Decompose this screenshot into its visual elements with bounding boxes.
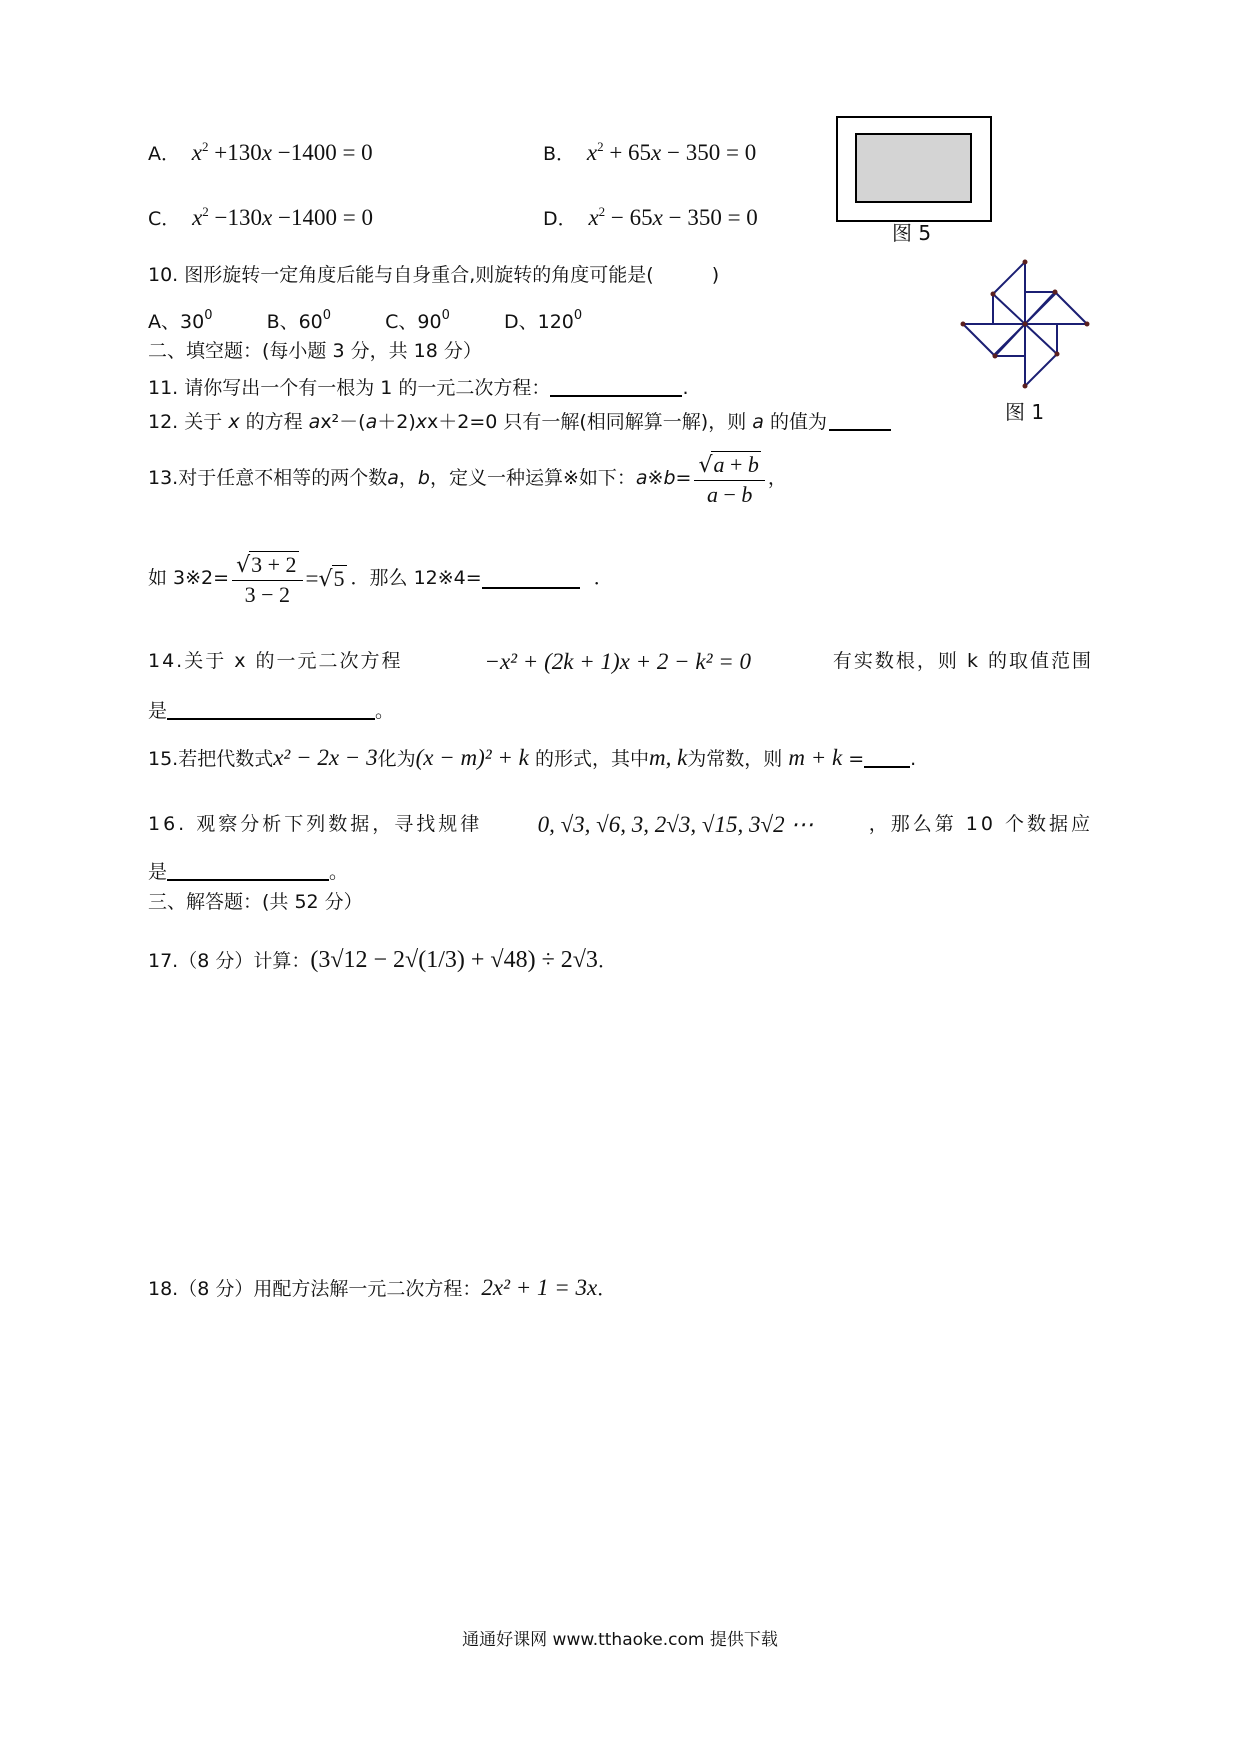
question-14-text-post: 有实数根，则 k 的取值范围 — [832, 650, 1093, 672]
question-14-text: 14.关于 x 的一元二次方程 — [148, 650, 403, 672]
option-a-label: A． — [148, 143, 180, 165]
option-d-equation: $x^2 - 65x - 350 = 0$ — [588, 204, 758, 230]
q10-option-a: A、$30^0$ — [148, 308, 213, 333]
answer-blank-15[interactable] — [864, 746, 910, 768]
question-16-sequence: 0, √3, √6, 3, 2√3, √15, 3√2 ⋯ — [537, 812, 814, 837]
section-2-heading: 二、填空题：(每小题 3 分，共 18 分） — [148, 340, 482, 362]
answer-blank-12[interactable] — [829, 409, 891, 431]
question-16-text: 16. 观察分析下列数据，寻找规律 — [148, 813, 483, 835]
figure-5-label: 图 5 — [892, 221, 932, 245]
question-15: 15.若把代数式x² − 2x − 3化为(x − m)² + k 的形式，其中m, k为常数，则 m + k = . — [148, 745, 917, 770]
question-13-example: 如 3※2= $\frac{√3 + 2}{3 - 2}$ = √5 ．那么 12※4= ． — [148, 551, 613, 607]
question-16-line-1 — [148, 813, 1093, 836]
option-c-equation: $x^2 -130x -1400 = 0$ — [192, 204, 373, 230]
example-fraction: $\frac{√3 + 2}{3 - 2}$ — [232, 551, 302, 606]
option-d — [543, 205, 758, 229]
question-10-text: 10. 图形旋转一定角度后能与自身重合,则旋转的角度可能是( — [148, 264, 654, 286]
question-17: 17.（8 分）计算：(3√12 − 2√(1/3) + √48) ÷ 2√3． — [148, 947, 617, 973]
q10-option-c: C、$90^0$ — [385, 308, 450, 333]
figure-1-pinwheel — [955, 254, 1095, 394]
option-b-label: B． — [543, 143, 576, 165]
question-13-text: 13.对于任意不相等的两个数 — [148, 466, 388, 489]
question-11-end: . — [682, 377, 689, 399]
option-c — [148, 205, 373, 229]
question-14-line-2: 是 。 — [148, 700, 395, 722]
question-16-line-2: 是 。 — [148, 861, 349, 883]
question-18: 18.（8 分）用配方法解一元二次方程：2x² + 1 = 3x． — [148, 1275, 617, 1300]
question-12: 12. 关于 x 的方程 ax²－(a＋2)xx＋2=0 只有一解(相同解算一解)，则 a 的值为 — [148, 409, 891, 432]
question-18-text: 18.（8 分）用配方法解一元二次方程： — [148, 1278, 482, 1300]
question-11 — [148, 375, 688, 398]
option-a-equation: $x^2 +130x -1400 = 0$ — [191, 139, 373, 165]
q10-option-b: B、$60^0$ — [266, 308, 332, 333]
q10-option-d: D、$120^0$ — [503, 308, 583, 333]
section-3-heading: 三、解答题：(共 52 分） — [148, 891, 363, 913]
option-b — [543, 140, 756, 164]
question-17-text: 17.（8 分）计算： — [148, 950, 311, 972]
figure-1-label: 图 1 — [1005, 400, 1045, 424]
figure-5-frame — [836, 116, 992, 224]
option-a — [148, 140, 373, 164]
question-10-options — [148, 309, 582, 332]
question-15-form: (x − m)² + k — [415, 745, 529, 770]
question-10-close: ) — [711, 264, 720, 286]
example-text: 如 3※2= — [148, 566, 230, 589]
question-18-equation: 2x² + 1 = 3x — [481, 1275, 598, 1300]
page-footer: 通通好课网 www.tthaoke.com 提供下载 — [462, 1630, 778, 1650]
question-13: 13.对于任意不相等的两个数 a ， b ，定义一种运算※如下： a ※ b = $\frac{√a + b}{a - b}$ ， — [148, 451, 787, 507]
question-14-equation: −x² + (2k + 1)x + 2 − k² = 0 — [484, 649, 752, 674]
option-c-label: C． — [148, 208, 181, 230]
option-d-label: D． — [543, 208, 577, 230]
question-17-expression: (3√12 − 2√(1/3) + √48) ÷ 2√3 — [310, 947, 598, 973]
question-10-stem — [148, 266, 719, 285]
answer-blank-11[interactable] — [550, 375, 682, 397]
question-14-line-1 — [148, 650, 1093, 673]
answer-blank-16[interactable] — [167, 859, 329, 881]
answer-blank-13[interactable] — [482, 567, 580, 589]
answer-blank-14[interactable] — [167, 698, 375, 720]
question-16-text-post: ，那么第 10 个数据应 — [868, 813, 1093, 835]
option-b-equation: $x^2 + 65x - 350 = 0$ — [586, 139, 757, 165]
operation-fraction: $\frac{√a + b}{a - b}$ — [694, 451, 764, 506]
question-15-expression: x² − 2x − 3 — [273, 745, 378, 770]
question-11-text: 11. 请你写出一个有一根为 1 的一元二次方程： — [148, 377, 551, 399]
